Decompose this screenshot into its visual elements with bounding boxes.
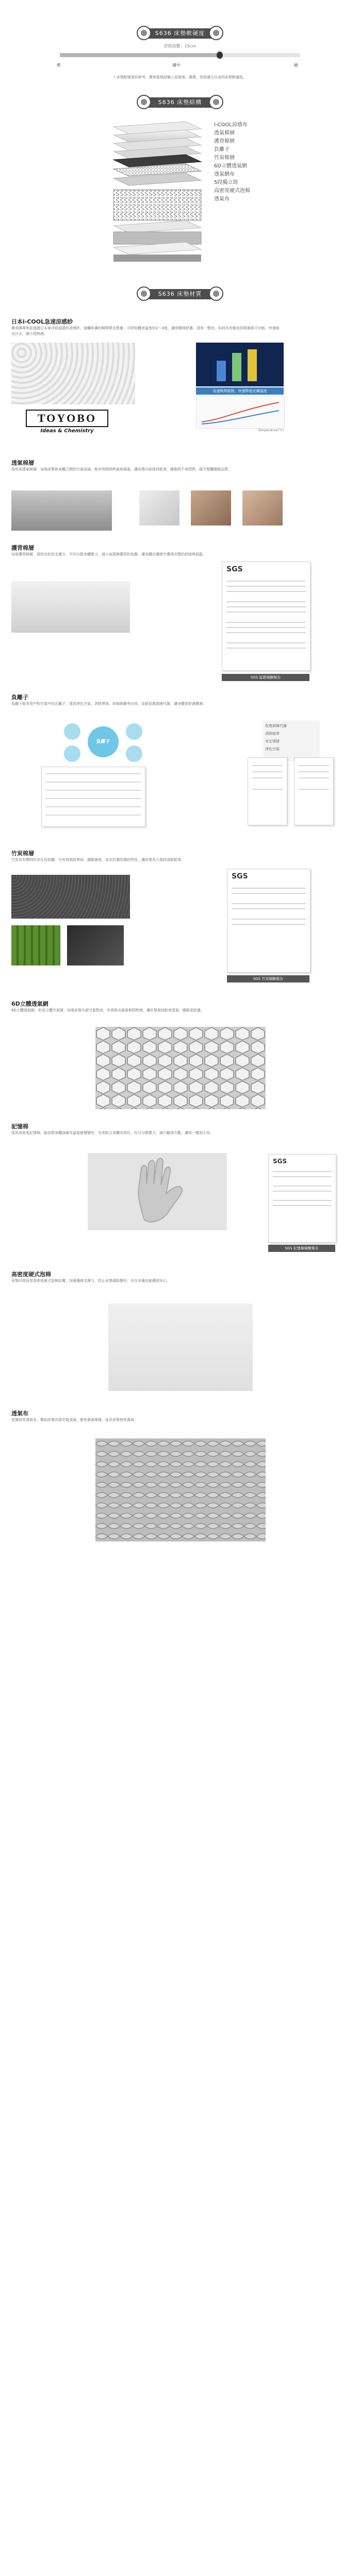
material-banner-text: S636 床墊材質 [158, 291, 202, 297]
foam-desc: 採用高密度記憶棉，能依照身體曲線及溫度緩慢變形，完美貼合身體各部位，均勻分散壓力，減少翻身次數，讓您一覺到天亮。 [11, 1131, 214, 1135]
icool-bar-graphic [196, 343, 284, 386]
layer-label-9: 高密度硬式泡棉 [214, 188, 250, 194]
anion-diagram [52, 720, 155, 764]
bamboo-sgs-report [227, 869, 310, 973]
anion-benefit-list [263, 720, 320, 761]
layer-label-7: 透氣網布 [214, 172, 235, 177]
hardness-sublabel: 舒眠指數：15cm [163, 44, 197, 48]
structure-banner-text: S636 床墊結構 [158, 99, 202, 106]
layer-label-1: I-COOL涼感布 [214, 122, 248, 128]
hardness-banner [140, 26, 220, 41]
bamboo-charcoal-foam-photo [11, 875, 130, 919]
hdfoam-title: 高密度硬式泡棉 [11, 1271, 51, 1278]
mattress-exploded-illustration [103, 117, 206, 272]
hardness-scale [60, 52, 300, 60]
anion-desc: 負離子能有效中和空氣中的正離子，達到淨化空氣、消除異味、抑制細菌等功效，並能促進新陳代謝，讓身體更舒適健康。 [11, 702, 206, 706]
structure-banner [140, 95, 220, 110]
toyobo-logo-sub: Ideas & Chemistry [40, 428, 94, 434]
anion-report-1 [248, 757, 287, 825]
hardness-banner-text: S636 床墊軟硬度 [155, 30, 205, 37]
mesh-desc: 6D立體透氣網，形成立體空氣層，加強床墊內部空氣對流，有效排出濕氣與悶熱感，讓床墊保持乾爽透氣，睡眠更舒適。 [11, 1008, 204, 1012]
scale-firm: 硬 [294, 63, 298, 67]
icool-chart-legend: Temperature(°C) [258, 429, 284, 432]
layer-label-3: 護背棉層 [214, 139, 235, 144]
fabric-desc: 底層採用透氣布，幫助床墊內部空氣流通，避免濕氣堆積，延長床墊使用壽命。 [11, 1418, 138, 1422]
backcare-title: 護背棉層 [11, 545, 34, 551]
anion-benefit-1: 促進新陳代謝 [265, 724, 287, 728]
toyobo-logo [26, 410, 108, 435]
backcare-sgs-tag: SGS 認證檢驗報告 [222, 674, 309, 681]
layer-label-4: 負離子 [214, 147, 230, 152]
anion-benefit-2: 消除疲勞 [265, 732, 280, 736]
breathable-hand-photo-2 [191, 490, 231, 526]
anion-title: 負離子 [11, 694, 28, 701]
anion-report-2 [294, 757, 334, 825]
backcare-foam-photo [11, 581, 130, 633]
bamboo-charcoal-photo [67, 925, 124, 965]
foam-title: 記憶棉 [11, 1123, 28, 1130]
backcare-sgs-report [222, 562, 310, 671]
layer-label-6: 6D立體透氣網 [214, 163, 248, 169]
anion-test-table [41, 767, 145, 827]
breathable-hand-photo-3 [242, 490, 283, 526]
breathable-hand-photo-1 [139, 490, 179, 526]
foam-sgs-report [268, 1154, 336, 1243]
icool-title: 日本i-COOL急速涼感紗 [11, 318, 73, 325]
material-banner [140, 286, 220, 302]
hardness-note: * 床墊軟硬度的參考，應與當地試躺人員諮詢、選擇，找到適合自身的床墊軟硬度。 [113, 75, 247, 79]
anion-benefit-4: 淨化空氣 [265, 747, 280, 751]
backcare-desc: 加厚護背棉層，提供良好的支撐力，平均分散身體壓力，減少肩頸與腰背的負擔，讓身體在睡眠中獲得完整的舒緩與放鬆。 [11, 552, 206, 556]
fabric-title: 透氣布 [11, 1410, 28, 1417]
layer-label-2: 透氣棉層 [214, 130, 235, 136]
bamboo-desc: 竹炭具有獨特的多孔性結構，可有效吸附異味、調節濕度，並具抗菌防霉的特性，讓床墊長久保持清新乾爽。 [11, 858, 185, 862]
bamboo-title: 竹炭棉層 [11, 850, 34, 857]
mesh-title: 6D立體透氣網 [11, 1001, 48, 1007]
layer-label-8: 5段獨立筒 [214, 180, 238, 185]
breathable-fabric-photo [95, 1438, 266, 1541]
bamboo-stalks-photo [11, 925, 60, 965]
foam-sgs-tag: SGS 記憶棉檢驗報告 [268, 1245, 335, 1252]
toyobo-logo-text: TOYOBO [26, 410, 108, 427]
icool-fabric-photo [11, 343, 135, 404]
breathable-desc: 採用高透氣棉層，加強床墊與身體之間的空氣流通。能有效排除熱氣與濕氣，讓床墊內部保持乾爽，睡眠時不易悶熱，提升整體睡眠品質。 [11, 467, 232, 471]
scale-soft: 軟 [57, 63, 61, 67]
foam-sgs-logo: SGS [273, 1158, 287, 1165]
high-density-foam-photo [108, 1303, 253, 1391]
anion-benefit-3: 安定情緒 [265, 739, 280, 743]
hdfoam-desc: 床墊四周採用高密度硬式泡棉包覆，加強邊緣支撐力，防止床墊塌陷變形，坐在床邊也能穩固安心。 [11, 1279, 170, 1283]
scale-medium: 適中 [172, 63, 181, 67]
icool-desc: 獲美國專利並通過日本東洋紡認證的涼感紗，接觸肌膚的瞬間帶走熱量，可降低體表溫度約2～3度，讓您睡得舒適、清爽一整夜。布料具有極佳的吸濕排汗功能，快速排出汗水，減少悶熱感。 [11, 326, 280, 336]
hardness-marker [217, 52, 223, 59]
icool-line-graphic [196, 396, 285, 429]
icool-chart-caption: 急速吸熱散熱，快速降低皮膚溫度 [196, 387, 284, 395]
anion-bubble-text: 負離子 [96, 739, 110, 744]
breathable-foam-photo [11, 490, 112, 531]
layer-label-10: 透氣布 [214, 196, 230, 202]
memory-foam-handprint-photo [88, 1153, 227, 1230]
breathable-title: 透氣棉層 [11, 460, 34, 466]
sgs-logo: SGS [226, 565, 243, 573]
mesh-photo [95, 1027, 266, 1109]
bamboo-sgs-tag: SGS 竹炭檢驗報告 [227, 975, 309, 982]
layer-label-5: 竹炭棉層 [214, 155, 235, 161]
bamboo-sgs-logo: SGS [232, 872, 248, 880]
